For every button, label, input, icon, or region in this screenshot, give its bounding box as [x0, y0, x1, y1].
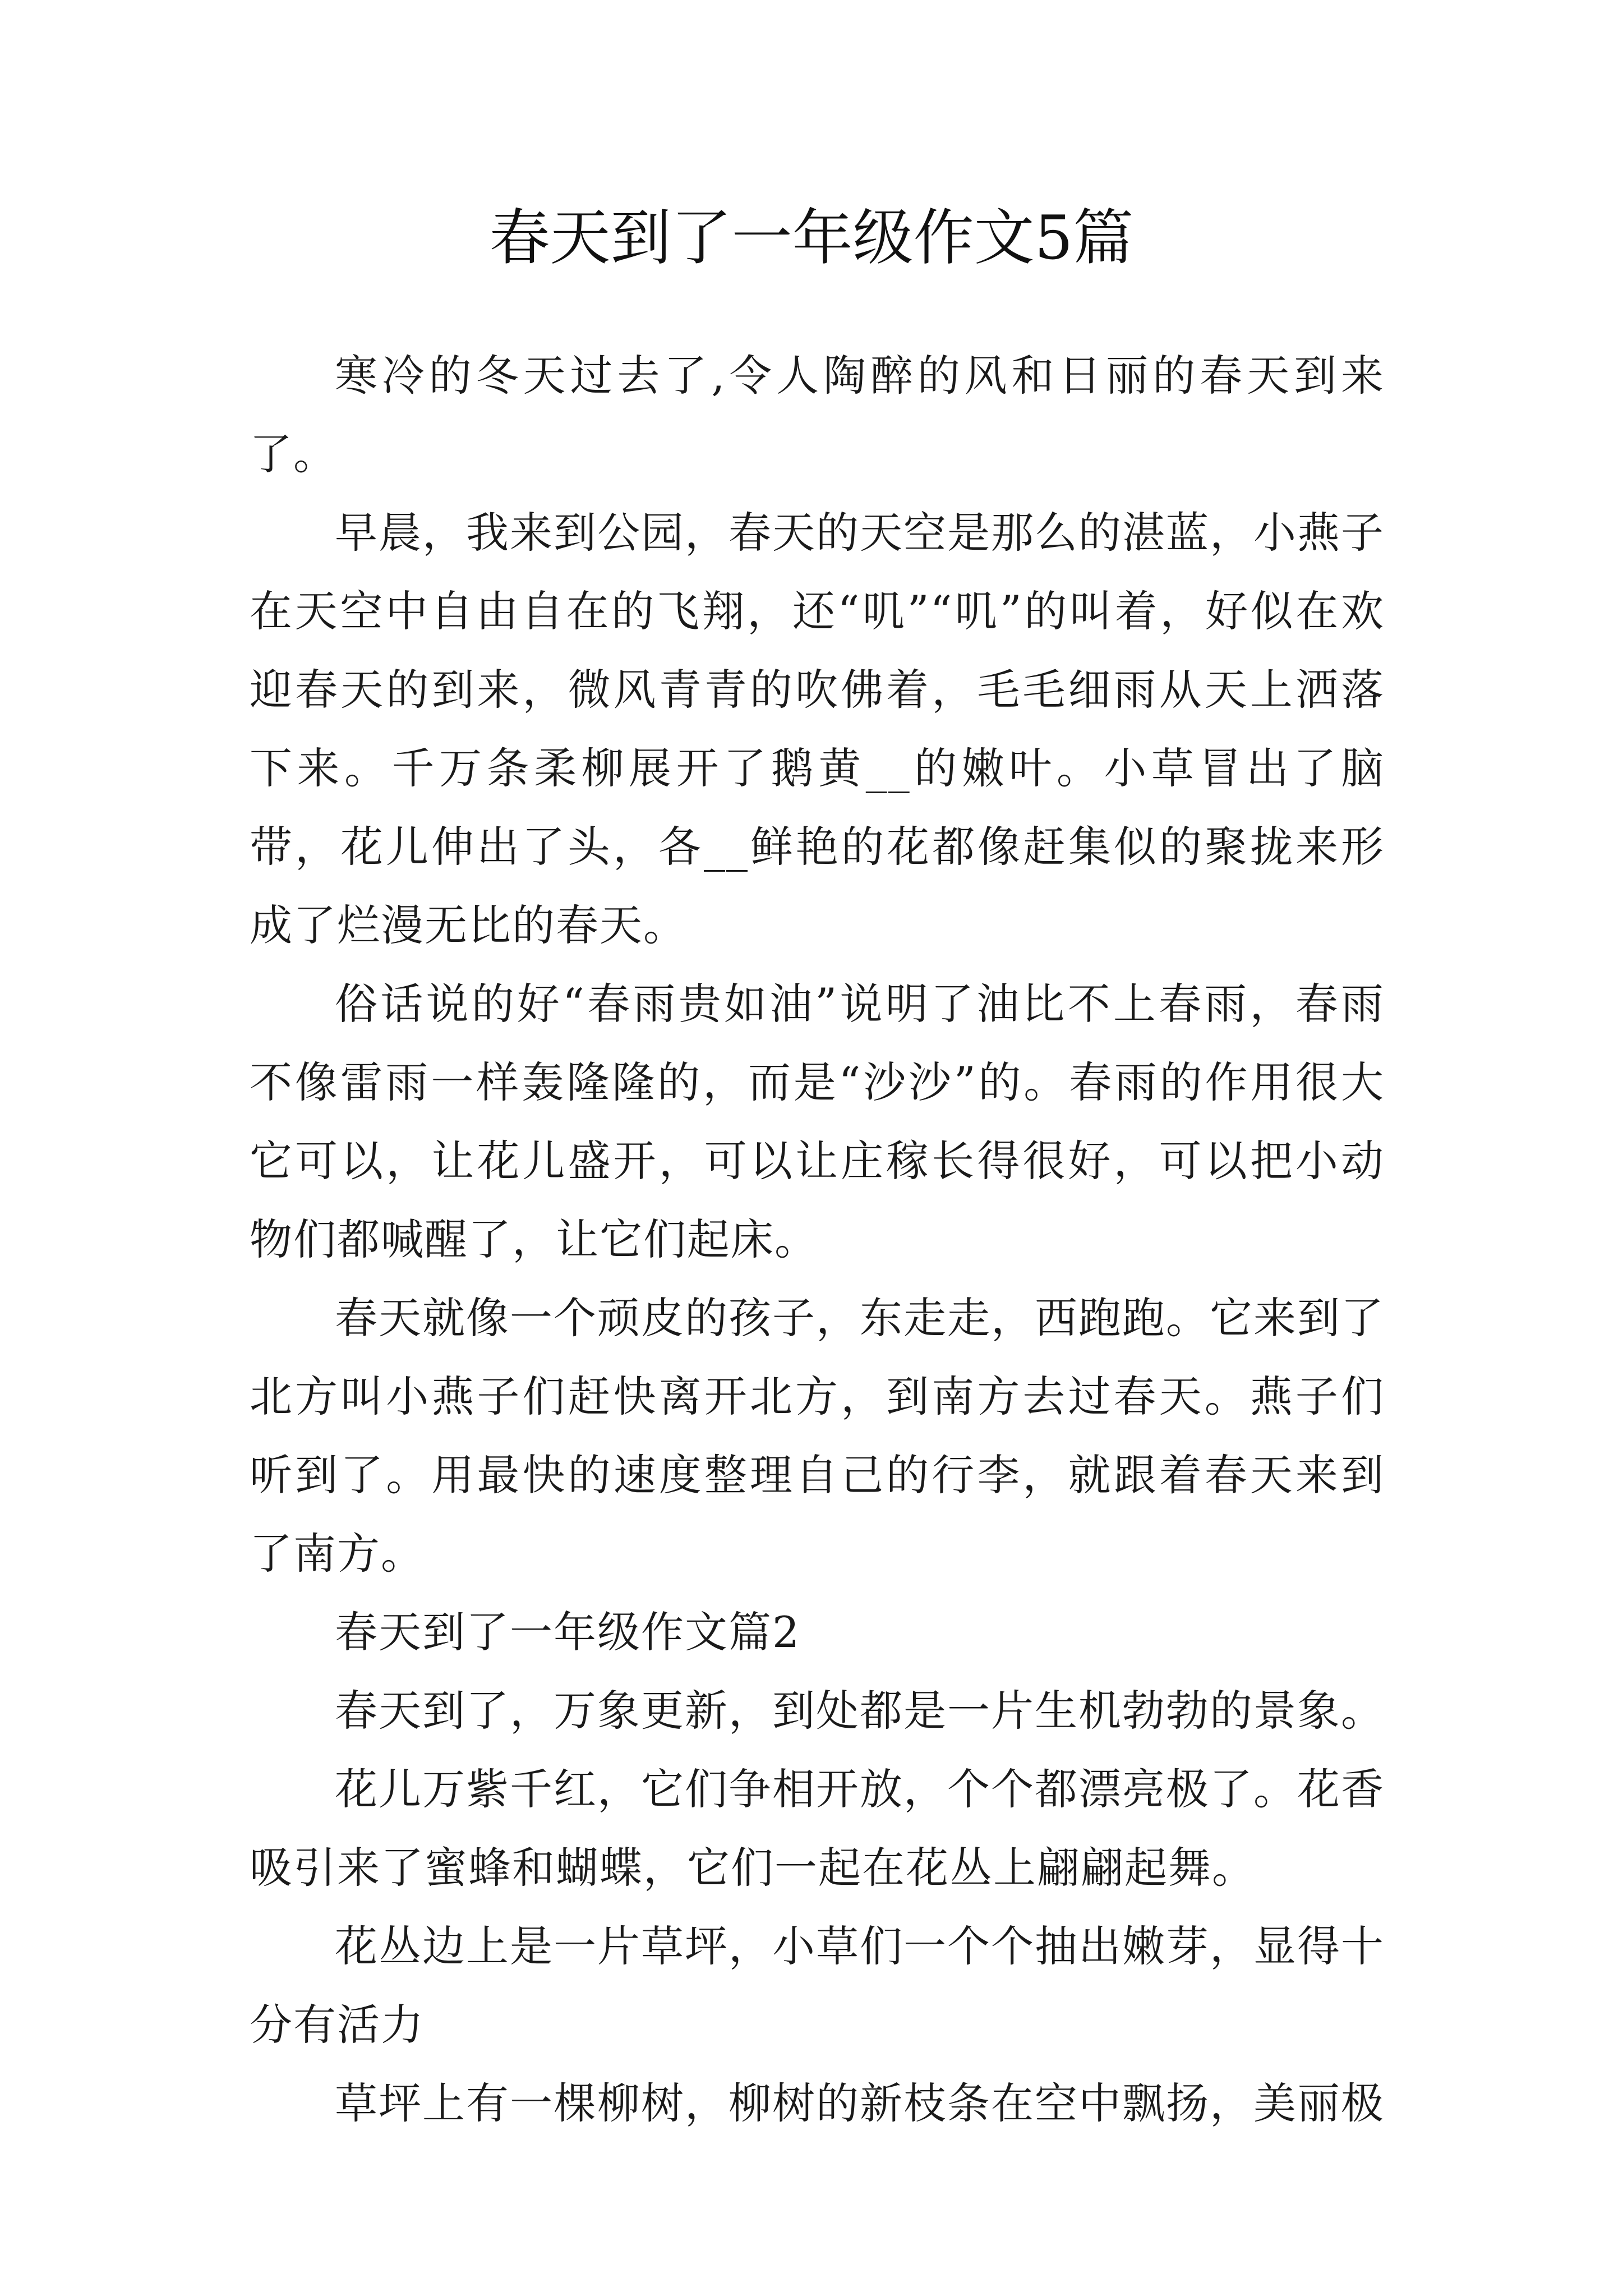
paragraph-5: 春天到了，万象更新，到处都是一片生机勃勃的景象。: [335, 1686, 1385, 1736]
paragraph-7: 花丛边上是一片草坪，小草们一个个抽出嫩芽，显得十分有活力: [250, 1921, 1385, 2050]
paragraph-6: 花儿万紫千红，它们争相开放，个个都漂亮极了。花香吸引来了蜜蜂和蝴蝶，它们一起在花丛上翩翩起舞。: [250, 1764, 1385, 1893]
paragraph-4: 春天就像一个顽皮的孩子，东走走，西跑跑。它来到了北方叫小燕子们赶快离开北方，到南方去过春天。燕子们听到了。用最快的速度整理自己的行李，就跟着春天来到了南方。: [250, 1293, 1385, 1579]
document-body: [250, 337, 1385, 2143]
document-title: 春天到了一年级作文5篇: [489, 203, 1134, 273]
paragraph-8: 草坪上有一棵柳树，柳树的新枝条在空中飘扬，美丽极: [335, 2078, 1385, 2128]
paragraph-2: 早晨，我来到公园，春天的天空是那么的湛蓝，小燕子在天空中自由自在的飞翔，还“叽”“叽”的叫着，好似在欢迎春天的到来，微风青青的吹佛着，毛毛细雨从天上洒落下来。千万条柔柳展开了鹅黄__的嫩叶。小草冒出了脑带，花儿伸出了头，各__鲜艳的花都像赶集似的聚拢来形成了烂漫无比的春天。: [250, 508, 1385, 950]
paragraph-1: 寒冷的冬天过去了,令人陶醉的风和日丽的春天到来了。: [250, 351, 1385, 479]
section-heading-2: 春天到了一年级作文篇2: [335, 1607, 801, 1657]
paragraph-3: 俗话说的好“春雨贵如油”说明了油比不上春雨，春雨不像雷雨一样轰隆隆的，而是“沙沙”的。春雨的作用很大它可以，让花儿盛开，可以让庄稼长得很好，可以把小动物们都喊醒了，让它们起床。: [250, 979, 1385, 1264]
